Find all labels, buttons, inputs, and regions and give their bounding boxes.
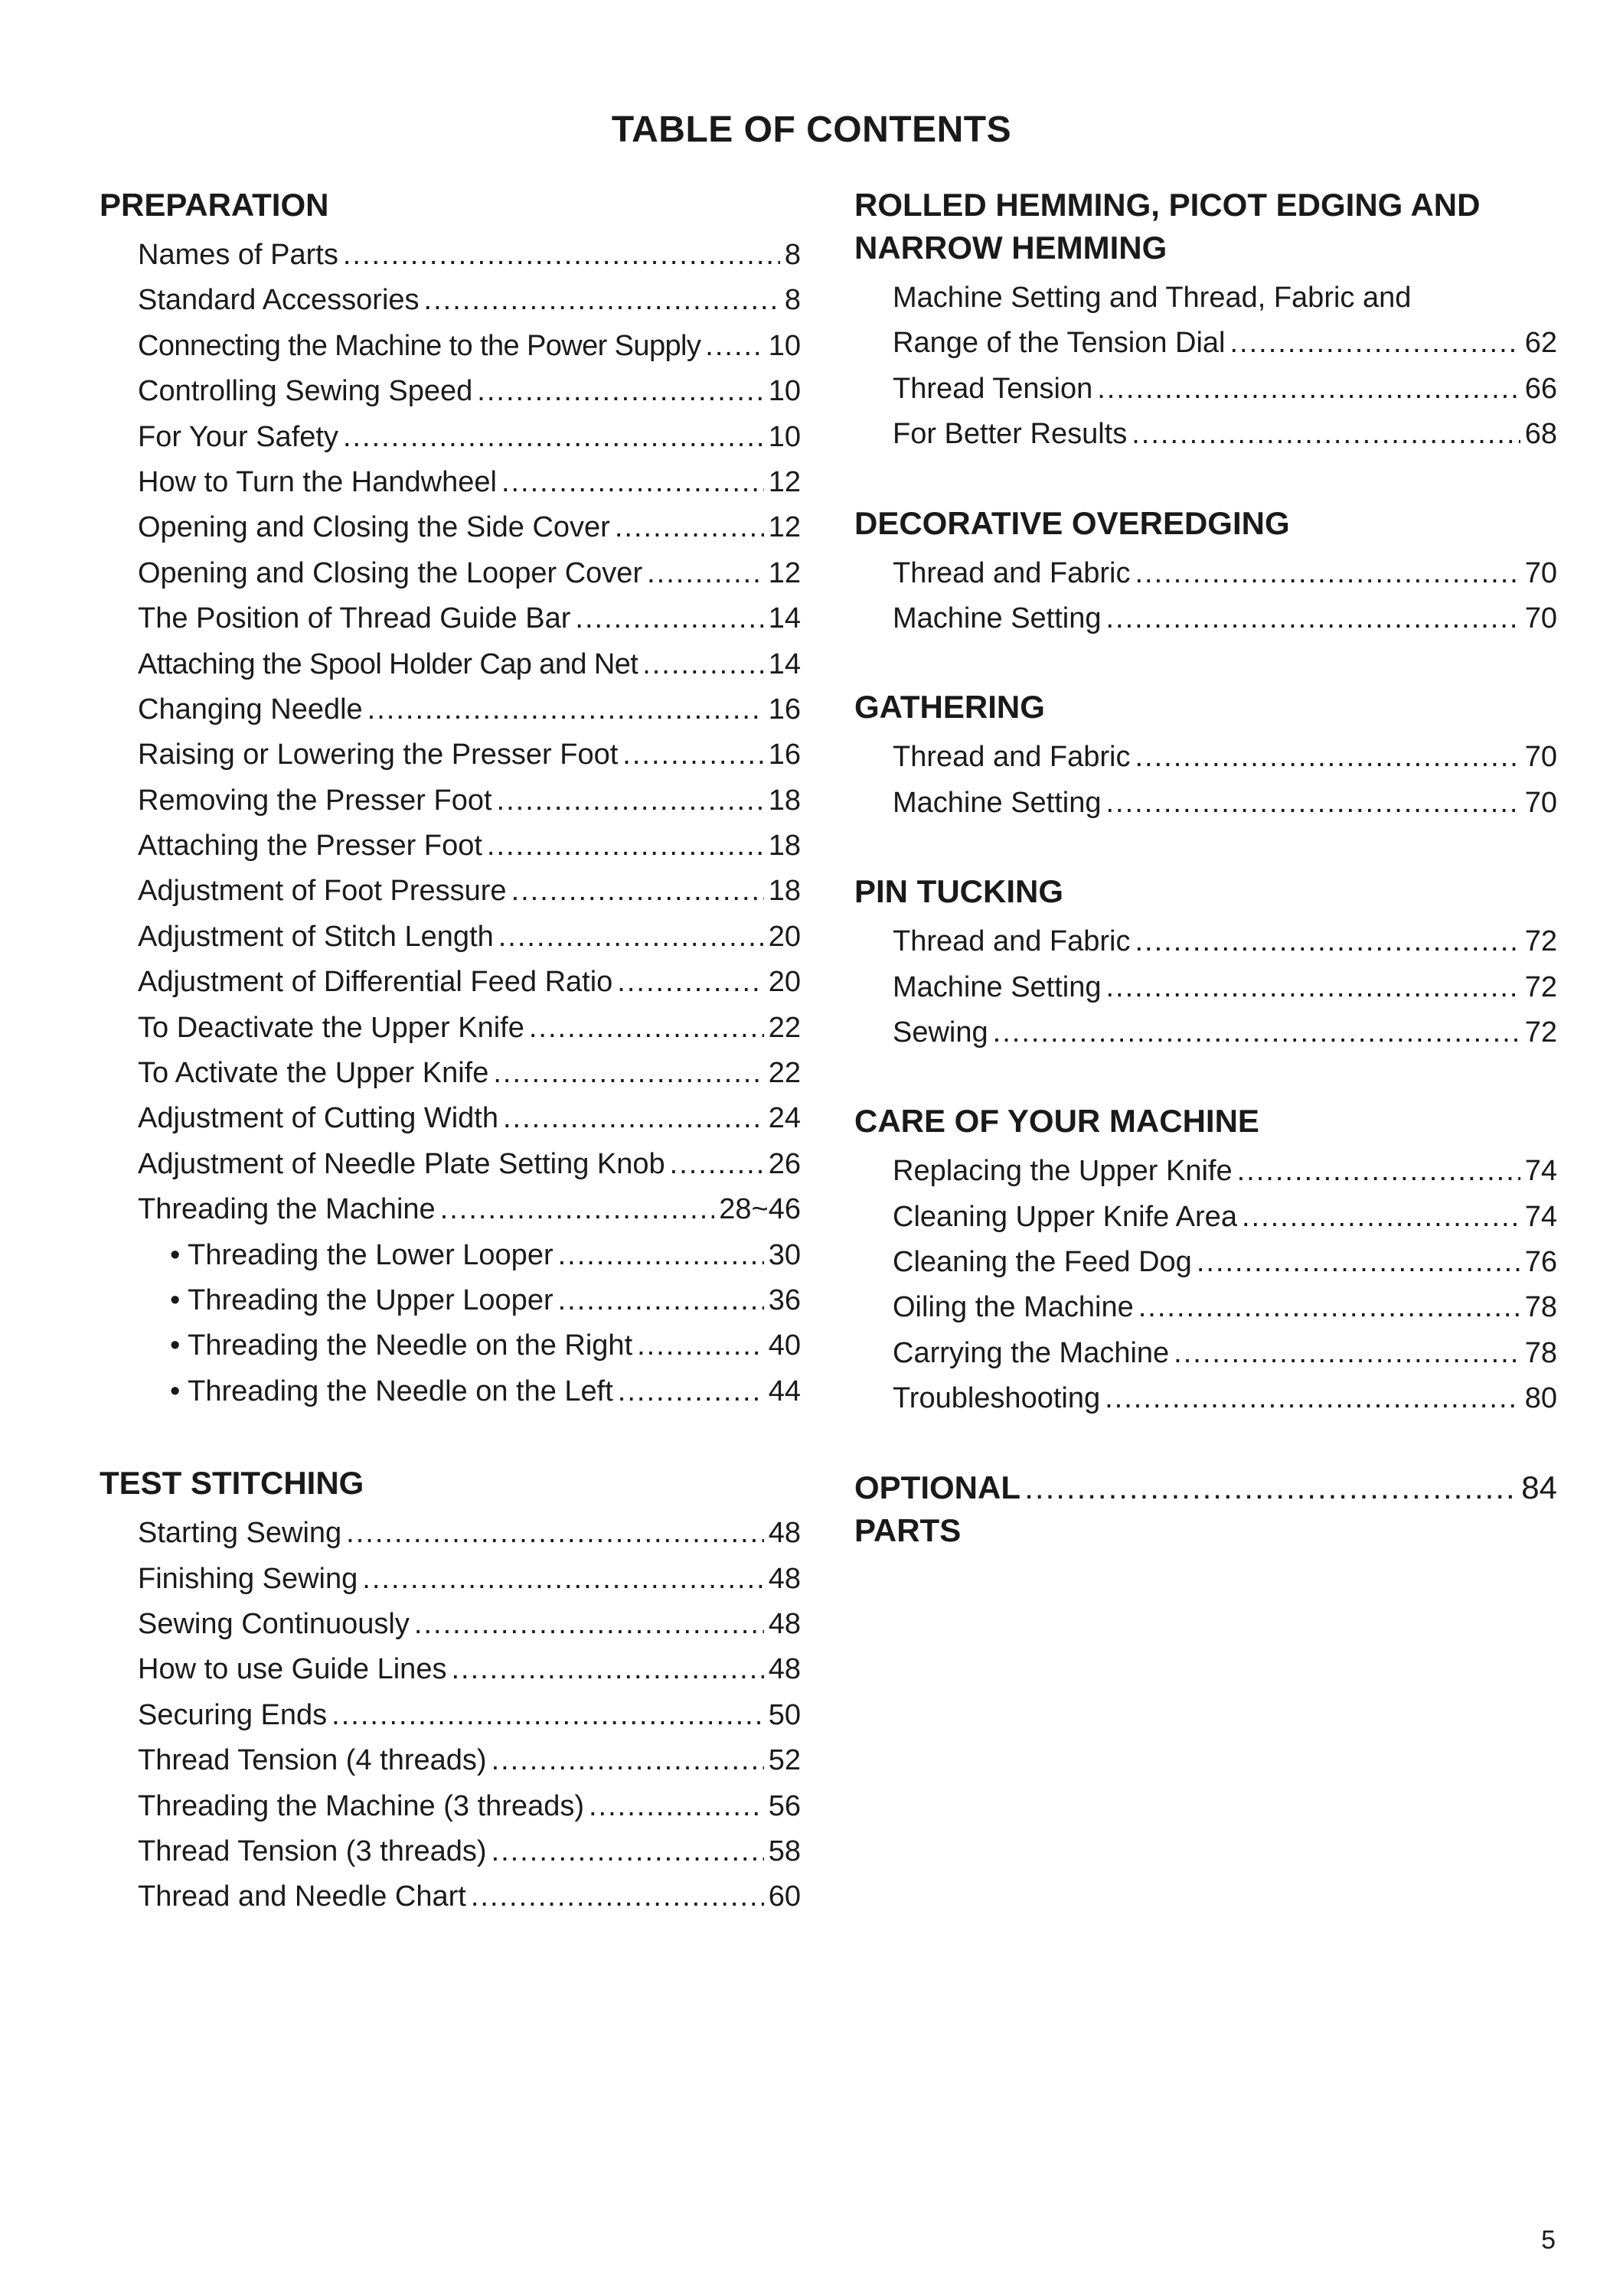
entry-label: • Threading the Needle on the Right — [170, 1329, 633, 1362]
entry-label: The Position of Thread Guide Bar — [138, 602, 571, 635]
dot-leader — [558, 1233, 764, 1278]
dot-leader — [1105, 1376, 1520, 1421]
entry-label: Standard Accessories — [138, 284, 420, 317]
toc-entry[interactable] — [893, 781, 1557, 826]
dot-leader — [343, 415, 764, 460]
toc-entry[interactable] — [138, 869, 801, 914]
entry-page: 18 — [768, 830, 801, 863]
left-column — [100, 184, 801, 1920]
dot-leader — [501, 460, 764, 505]
dot-leader — [1229, 321, 1520, 366]
entry-label: Adjustment of Differential Feed Ratio — [138, 966, 613, 999]
dot-leader — [705, 324, 763, 369]
entry-label: Sewing — [893, 1016, 988, 1049]
section-heading: CARE OF YOUR MACHINE — [854, 1103, 1259, 1140]
entry-label: Changing Needle — [138, 693, 363, 726]
section-gap — [100, 1414, 801, 1462]
dot-leader — [642, 642, 764, 687]
entry-label: Controlling Sewing Speed — [138, 375, 473, 408]
section-heading: DECORATIVE OVEREDGING — [854, 504, 1290, 541]
page-number: 5 — [1541, 2226, 1556, 2255]
dot-leader — [1197, 1240, 1520, 1285]
toc-entry[interactable] — [138, 324, 801, 369]
toc-entry[interactable] — [893, 596, 1557, 641]
toc-entry[interactable] — [893, 735, 1557, 780]
entry-label: For Your Safety — [138, 420, 338, 453]
entry-page: 72 — [1524, 970, 1557, 1003]
entry-page: 76 — [1524, 1246, 1557, 1279]
entry-label: Thread and Needle Chart — [138, 1880, 466, 1913]
dot-leader — [362, 1557, 763, 1602]
entry-page: 74 — [1524, 1155, 1557, 1188]
toc-subentry[interactable] — [138, 1369, 801, 1414]
entry-label: Sewing Continuously — [138, 1607, 410, 1640]
dot-leader — [487, 823, 764, 869]
entry-page: 30 — [768, 1238, 801, 1271]
dot-leader — [529, 1006, 764, 1051]
entry-label: How to use Guide Lines — [138, 1653, 447, 1686]
entry-label: Attaching the Presser Foot — [138, 830, 482, 863]
section-test-stitching — [100, 1462, 801, 1920]
dot-leader — [1135, 551, 1520, 596]
entry-page: 62 — [1524, 327, 1557, 360]
entry-label: Thread and Fabric — [893, 741, 1131, 774]
toc-entry[interactable] — [138, 233, 801, 278]
entry-label: Machine Setting and Thread, Fabric and — [893, 282, 1412, 314]
entry-label: Machine Setting — [893, 786, 1102, 819]
entry-page: 70 — [1524, 741, 1557, 774]
dot-leader — [451, 1647, 763, 1692]
dot-leader — [1174, 1331, 1520, 1376]
section-heading: ROLLED HEMMING, PICOT EDGING AND — [854, 187, 1481, 223]
section-heading: PREPARATION — [100, 187, 329, 223]
toc-entry[interactable] — [138, 415, 801, 460]
entry-page: 26 — [768, 1147, 801, 1180]
dot-leader — [617, 960, 763, 1005]
toc-entry[interactable] — [893, 1240, 1557, 1285]
section-heading: TEST STITCHING — [100, 1465, 364, 1502]
entry-page: 16 — [768, 693, 801, 726]
section-gap — [854, 641, 1557, 686]
entry-page: 40 — [768, 1329, 801, 1362]
entry-label: How to Turn the Handwheel — [138, 465, 497, 498]
entry-page: 44 — [768, 1375, 801, 1407]
toc-entry[interactable] — [138, 1602, 801, 1647]
toc-entry[interactable] — [138, 1142, 801, 1187]
dot-leader — [503, 1096, 764, 1141]
section-heading: GATHERING — [854, 689, 1045, 726]
entry-label: Range of the Tension Dial — [893, 327, 1226, 360]
toc-entry[interactable] — [138, 505, 801, 550]
entry-page: 10 — [768, 420, 801, 453]
toc-entry[interactable] — [138, 915, 801, 960]
toc-entry[interactable] — [138, 1647, 801, 1692]
optional-parts-entry[interactable] — [854, 1466, 1557, 1552]
toc-entry[interactable] — [138, 1829, 801, 1874]
dot-leader — [343, 233, 780, 278]
toc-entry[interactable] — [138, 1051, 801, 1096]
entry-page: 8 — [784, 239, 801, 271]
toc-entry-first-line[interactable] — [893, 276, 1557, 321]
toc-entry[interactable] — [138, 1784, 801, 1829]
entry-label: Securing Ends — [138, 1698, 328, 1731]
entry-label: Opening and Closing the Looper Cover — [138, 556, 643, 589]
entry-page: 12 — [768, 511, 801, 544]
entry-label: Adjustment of Needle Plate Setting Knob — [138, 1147, 665, 1180]
entry-page: 60 — [768, 1880, 801, 1913]
entry-label: • Threading the Needle on the Left — [170, 1375, 613, 1407]
dot-leader — [647, 551, 764, 596]
entry-label: Threading the Machine (3 threads) — [138, 1789, 584, 1822]
entry-page: 72 — [1524, 1016, 1557, 1049]
entry-page: 48 — [768, 1562, 801, 1595]
toc-entry[interactable] — [138, 642, 801, 687]
entry-page: 22 — [768, 1057, 801, 1090]
dot-leader — [367, 687, 764, 732]
dot-leader — [1242, 1195, 1520, 1240]
entry-list — [854, 913, 1557, 1055]
entry-label: Thread and Fabric — [893, 925, 1131, 958]
entry-page: 10 — [768, 329, 801, 362]
entry-page: 74 — [1524, 1200, 1557, 1233]
entry-page: 66 — [1524, 372, 1557, 405]
section-gap — [854, 1422, 1557, 1466]
toc-entry[interactable] — [893, 1331, 1557, 1376]
entry-label: Threading the Machine — [138, 1193, 436, 1226]
entry-label: Opening and Closing the Side Cover — [138, 511, 610, 544]
toc-entry[interactable] — [893, 919, 1557, 964]
toc-entry[interactable] — [138, 460, 801, 505]
dot-leader — [414, 1602, 764, 1647]
entry-list — [854, 729, 1557, 826]
toc-entry[interactable] — [138, 687, 801, 732]
entry-label: Machine Setting — [893, 602, 1102, 634]
entry-list — [854, 269, 1557, 458]
dot-leader — [1024, 1466, 1517, 1509]
dot-leader — [1135, 735, 1520, 780]
toc-entry[interactable] — [138, 1511, 801, 1556]
dot-leader — [471, 1874, 764, 1919]
entry-label: Raising or Lowering the Presser Foot — [138, 739, 619, 771]
section-gap — [854, 1055, 1557, 1100]
toc-entry[interactable] — [138, 823, 801, 869]
entry-label: Finishing Sewing — [138, 1562, 358, 1595]
toc-entry[interactable] — [138, 732, 801, 778]
entry-page: 80 — [1524, 1382, 1557, 1415]
dot-leader — [1135, 919, 1520, 964]
toc-entry[interactable] — [893, 1285, 1557, 1330]
entry-label: Cleaning Upper Knife Area — [893, 1200, 1237, 1233]
section-optional-parts — [854, 1466, 1557, 1552]
entry-page: 8 — [784, 284, 801, 317]
entry-label: Cleaning the Feed Dog — [893, 1246, 1192, 1279]
section-heading: OPTIONAL PARTS — [854, 1469, 1020, 1548]
entry-page: 78 — [1524, 1336, 1557, 1369]
dot-leader — [424, 278, 780, 323]
entry-label: • Threading the Upper Looper — [170, 1283, 554, 1316]
page-title: TABLE OF CONTENTS — [611, 109, 1012, 150]
toc-entry[interactable] — [138, 1557, 801, 1602]
entry-page: 70 — [1524, 602, 1557, 634]
dot-leader — [331, 1693, 764, 1738]
entry-label: Starting Sewing — [138, 1517, 342, 1550]
dot-leader — [1106, 596, 1520, 641]
entry-label: For Better Results — [893, 418, 1128, 451]
toc-entry[interactable] — [138, 1006, 801, 1051]
dot-leader — [346, 1511, 764, 1556]
toc-entry[interactable] — [138, 551, 801, 596]
dot-leader — [493, 1051, 763, 1096]
entry-label: Adjustment of Foot Pressure — [138, 875, 507, 908]
entry-page: 56 — [768, 1789, 801, 1822]
entry-label: To Deactivate the Upper Knife — [138, 1011, 524, 1044]
section-decorative-overedging — [854, 502, 1557, 642]
toc-entry[interactable] — [893, 551, 1557, 596]
entry-label: Attaching the Spool Holder Cap and Net — [138, 647, 638, 680]
toc-entry[interactable] — [138, 278, 801, 323]
toc-entry[interactable] — [138, 1187, 801, 1232]
dot-leader — [618, 1369, 764, 1414]
toc-entry[interactable] — [138, 596, 801, 641]
entry-page: 72 — [1524, 925, 1557, 958]
toc-entry[interactable] — [893, 367, 1557, 412]
dot-leader — [1097, 367, 1520, 412]
section-pin-tucking — [854, 870, 1557, 1055]
dot-leader — [1106, 965, 1520, 1010]
toc-entry[interactable] — [138, 960, 801, 1005]
section-gap — [854, 826, 1557, 870]
dot-leader — [440, 1187, 715, 1232]
dot-leader — [1138, 1285, 1520, 1330]
dot-leader — [477, 369, 763, 414]
entry-page: 84 — [1521, 1469, 1557, 1505]
entry-label: Thread Tension (4 threads) — [138, 1744, 487, 1777]
entry-list — [100, 227, 801, 1414]
entry-label: Adjustment of Stitch Length — [138, 920, 494, 953]
section-gap — [854, 458, 1557, 502]
toc-entry[interactable] — [138, 1096, 801, 1141]
dot-leader — [491, 1738, 764, 1783]
dot-leader — [1132, 412, 1520, 457]
entry-page: 48 — [768, 1607, 801, 1640]
entry-page: 28~46 — [719, 1193, 801, 1226]
dot-leader — [491, 1829, 764, 1874]
entry-label: Connecting the Machine to the Power Supply — [138, 329, 701, 362]
entry-list — [854, 545, 1557, 642]
entry-page: 20 — [768, 920, 801, 953]
entry-list — [100, 1505, 801, 1920]
toc-entry[interactable] — [893, 321, 1557, 366]
toc-entry[interactable] — [893, 1376, 1557, 1421]
entry-page: 78 — [1524, 1291, 1557, 1324]
entry-page: 70 — [1524, 556, 1557, 589]
entry-label: Thread Tension — [893, 372, 1093, 405]
section-heading-continued: NARROW HEMMING — [854, 230, 1167, 266]
dot-leader — [637, 1323, 764, 1368]
toc-entry[interactable] — [893, 965, 1557, 1010]
entry-page: 12 — [768, 556, 801, 589]
entry-list — [854, 1143, 1557, 1421]
dot-leader — [1106, 781, 1520, 826]
section-gathering — [854, 686, 1557, 826]
entry-page: 16 — [768, 739, 801, 771]
entry-label: Thread Tension (3 threads) — [138, 1835, 487, 1867]
entry-page: 48 — [768, 1517, 801, 1550]
entry-page: 48 — [768, 1653, 801, 1686]
toc-entry[interactable] — [138, 1874, 801, 1919]
entry-page: 24 — [768, 1102, 801, 1135]
dot-leader — [511, 869, 764, 914]
section-preparation — [100, 184, 801, 1414]
dot-leader — [497, 778, 764, 823]
entry-label: Replacing the Upper Knife — [893, 1155, 1233, 1188]
entry-page: 20 — [768, 966, 801, 999]
entry-label: Troubleshooting — [893, 1382, 1101, 1415]
entry-label: Thread and Fabric — [893, 556, 1131, 589]
entry-label: • Threading the Lower Looper — [170, 1238, 554, 1271]
toc-entry[interactable] — [893, 412, 1557, 457]
entry-page: 68 — [1524, 418, 1557, 451]
section-care-of-machine — [854, 1100, 1557, 1421]
toc-entry[interactable] — [138, 1693, 801, 1738]
entry-label: Adjustment of Cutting Width — [138, 1102, 498, 1135]
entry-page: 18 — [768, 875, 801, 908]
entry-page: 58 — [768, 1835, 801, 1867]
entry-label: Oiling the Machine — [893, 1291, 1134, 1324]
toc-subentry[interactable] — [138, 1278, 801, 1323]
right-column — [854, 184, 1557, 1552]
entry-page: 50 — [768, 1698, 801, 1731]
dot-leader — [498, 915, 764, 960]
entry-label: Machine Setting — [893, 970, 1102, 1003]
toc-entry[interactable] — [893, 1149, 1557, 1194]
toc-entry[interactable] — [138, 369, 801, 414]
toc-entry[interactable] — [893, 1195, 1557, 1240]
entry-page: 10 — [768, 375, 801, 408]
toc-entry[interactable] — [893, 1010, 1557, 1055]
dot-leader — [622, 732, 763, 778]
entry-page: 70 — [1524, 786, 1557, 819]
section-rolled-hemming — [854, 184, 1557, 458]
entry-label: To Activate the Upper Knife — [138, 1057, 489, 1090]
toc-subentry[interactable] — [138, 1323, 801, 1368]
toc-entry[interactable] — [138, 1738, 801, 1783]
dot-leader — [615, 505, 764, 550]
entry-label: Carrying the Machine — [893, 1336, 1170, 1369]
entry-page: 36 — [768, 1283, 801, 1316]
entry-label: Names of Parts — [138, 239, 338, 271]
section-heading: PIN TUCKING — [854, 873, 1063, 910]
entry-page: 14 — [768, 602, 801, 635]
toc-entry[interactable] — [138, 778, 801, 823]
dot-leader — [589, 1784, 764, 1829]
entry-page: 52 — [768, 1744, 801, 1777]
entry-page: 14 — [768, 647, 801, 680]
entry-label: Removing the Presser Foot — [138, 784, 492, 817]
dot-leader — [993, 1010, 1520, 1055]
entry-page: 18 — [768, 784, 801, 817]
entry-page: 22 — [768, 1011, 801, 1044]
dot-leader — [670, 1142, 764, 1187]
toc-subentry[interactable] — [138, 1233, 801, 1278]
dot-leader — [1237, 1149, 1520, 1194]
dot-leader — [575, 596, 763, 641]
entry-page: 12 — [768, 465, 801, 498]
dot-leader — [558, 1278, 764, 1323]
